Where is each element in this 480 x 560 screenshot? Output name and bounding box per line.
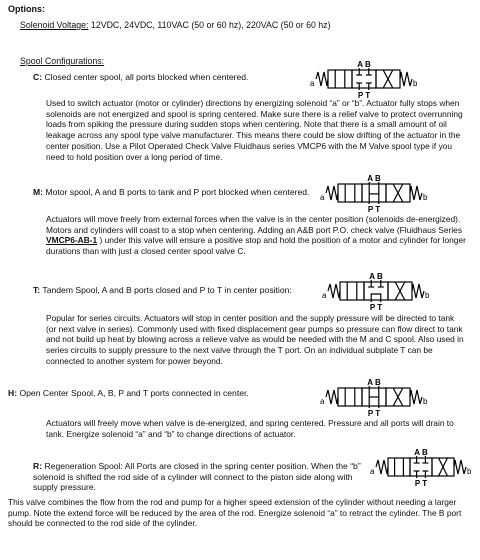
- valve-envelope-0: [328, 70, 352, 88]
- port-label-pt: P T: [367, 205, 381, 214]
- port-label-pt: P T: [414, 479, 428, 488]
- spring-right: [412, 284, 424, 298]
- port-label-pt: P T: [357, 91, 371, 100]
- valve-envelope-0: [388, 458, 410, 476]
- valve-symbol-h: [318, 376, 430, 418]
- spool-m-heading: [33, 187, 309, 198]
- spring-right: [400, 72, 412, 86]
- port-label-ab: A B: [414, 448, 428, 457]
- valve-r-svg: [368, 446, 474, 488]
- port-label-pt: P T: [367, 409, 381, 418]
- spool-t-paragraph: Popular for series circuits. Actuators will stop in center position and the supply pressure will be directed to tank (or next valve in series). Commonly used with fixed displacement gear pumps so pressure can flow direct to tank and not build up heat by blowing across a relieve valve as would be needed with the M and C spool. Also used in series circuits to supply pressure to the next valve through the T port. On an individual subplate T can be connected to another system for power beyond.: [46, 313, 464, 366]
- spool-c-paragraph: Used to switch actuator (motor or cylinder) directions by energizing solenoid “a” or “b”. Actuator fully stops when solenoids are not energized and spool is spring centered. Make sure there is a relief valve to protect overrunning loads from spiking the pressure during sudden stops when centering. Note that there is a small amount of oil leakage across any spool type valve manufacturer. This means there could be slow drifting of the actuator in the center position. Use a Pilot Operated Check Valve Fluidhaus series VMCP6 with the M Valve spool type if you need to hold position over a long period of time.: [46, 98, 463, 162]
- spool-c-code: C:: [33, 72, 43, 82]
- solenoid-b-label: b: [413, 79, 418, 88]
- valve-symbol-t: [320, 270, 432, 312]
- spring-right: [410, 186, 422, 200]
- solenoid-a-label: a: [320, 193, 325, 202]
- spool-m-para-a: Actuators will move freely from external forces when the valve is in the center position (solenoids de-energized). Motors and cylinders will coast to a stop when centering. Adding an A&B port P.O. check valve (Fluidhaus Series: [46, 214, 463, 235]
- port-label-pt: P T: [369, 303, 383, 312]
- spring-left: [376, 460, 388, 474]
- spool-h-code: H:: [8, 388, 18, 398]
- spring-right: [410, 390, 422, 404]
- valve-h-svg: [318, 376, 430, 418]
- spring-left: [328, 284, 340, 298]
- spool-r-paragraph: This valve combines the flow from the rod and pump for a higher speed extension of the cylinder without needing a larger pump. Note the extend force will be reduced by the area of the rod. Energize solenoid “a” to retract the cylinder. The B port should be connected to the rod side of the cylinder.: [8, 497, 462, 529]
- spool-m-code: M:: [33, 187, 44, 197]
- valve-m-svg: [318, 172, 430, 214]
- spool-m-desc: Motor spool, A and B ports to tank and P port blocked when centered.: [43, 187, 310, 197]
- port-label-ab: A B: [367, 378, 381, 387]
- solenoid-b-label: b: [423, 397, 428, 406]
- valve-envelope-1: [364, 282, 388, 300]
- spool-r-heading: [33, 461, 363, 493]
- valve-envelope-1: [352, 70, 376, 88]
- spool-r-code: R:: [33, 461, 43, 471]
- solenoid-b-label: b: [425, 291, 430, 300]
- voltage-label: Solenoid Voltage:: [20, 20, 89, 30]
- valve-envelope-1: [362, 184, 386, 202]
- options-title: Options:: [8, 4, 45, 14]
- port-label-ab: A B: [357, 60, 371, 69]
- center-pt-link: [371, 294, 381, 300]
- spring-left: [326, 186, 338, 200]
- spring-left: [326, 390, 338, 404]
- valve-symbol-r: [368, 446, 474, 488]
- valve-envelope-0: [338, 388, 362, 406]
- solenoid-a-label: a: [320, 397, 325, 406]
- spool-t-desc: Tandem Spool, A and B ports closed and P to T in center position:: [40, 285, 292, 295]
- valve-t-svg: [320, 270, 432, 312]
- solenoid-a-label: a: [370, 467, 375, 476]
- spring-right: [454, 460, 466, 474]
- spool-h-desc: Open Center Spool, A, B, P and T ports connected in center.: [17, 388, 249, 398]
- spool-r-desc: Regeneration Spool: All Ports are closed in the spring center position. When the “b” solenoid is shifted the rod side of a cylinder will connect to the piston side along with supply pressure.: [33, 461, 361, 493]
- valve-envelope-0: [340, 282, 364, 300]
- spool-t-code: T:: [33, 285, 41, 295]
- spool-h-paragraph: Actuators will freely move when valve is de-energized, and spring centered. Pressure and all ports will drain to tank. Energize solenoid “a” and “b” to change directions of actuator.: [46, 418, 454, 439]
- solenoid-a-label: a: [310, 79, 315, 88]
- valve-c-svg: [308, 58, 420, 100]
- solenoid-voltage-line: [20, 20, 331, 31]
- vmcp6-ab-1-link[interactable]: VMCP6-AB-1: [46, 235, 98, 246]
- voltage-values: 12VDC, 24VDC, 110VAC (50 or 60 hz), 220VAC (50 or 60 hz): [88, 20, 331, 30]
- spool-m-paragraph: [46, 214, 466, 257]
- solenoid-b-label: b: [467, 467, 472, 476]
- solenoid-a-label: a: [322, 291, 327, 300]
- spool-c-desc: Closed center spool, all ports blocked when centered.: [42, 72, 249, 82]
- valve-envelope-1: [410, 458, 432, 476]
- solenoid-b-label: b: [423, 193, 428, 202]
- spool-configurations-header: Spool Configurations:: [20, 56, 105, 66]
- spool-h-heading: [8, 388, 249, 399]
- spool-c-heading: [33, 72, 248, 83]
- valve-symbol-c: [308, 58, 420, 100]
- port-label-ab: A B: [369, 272, 383, 281]
- spring-left: [316, 72, 328, 86]
- spool-t-heading: [33, 285, 292, 296]
- spool-m-para-b: ) under this valve will ensure a positive stop and hold the position of a motor and cylinder for longer durations than with just a closed center spool valve C.: [46, 235, 466, 257]
- port-label-ab: A B: [367, 174, 381, 183]
- valve-symbol-m: [318, 172, 430, 214]
- valve-envelope-0: [338, 184, 362, 202]
